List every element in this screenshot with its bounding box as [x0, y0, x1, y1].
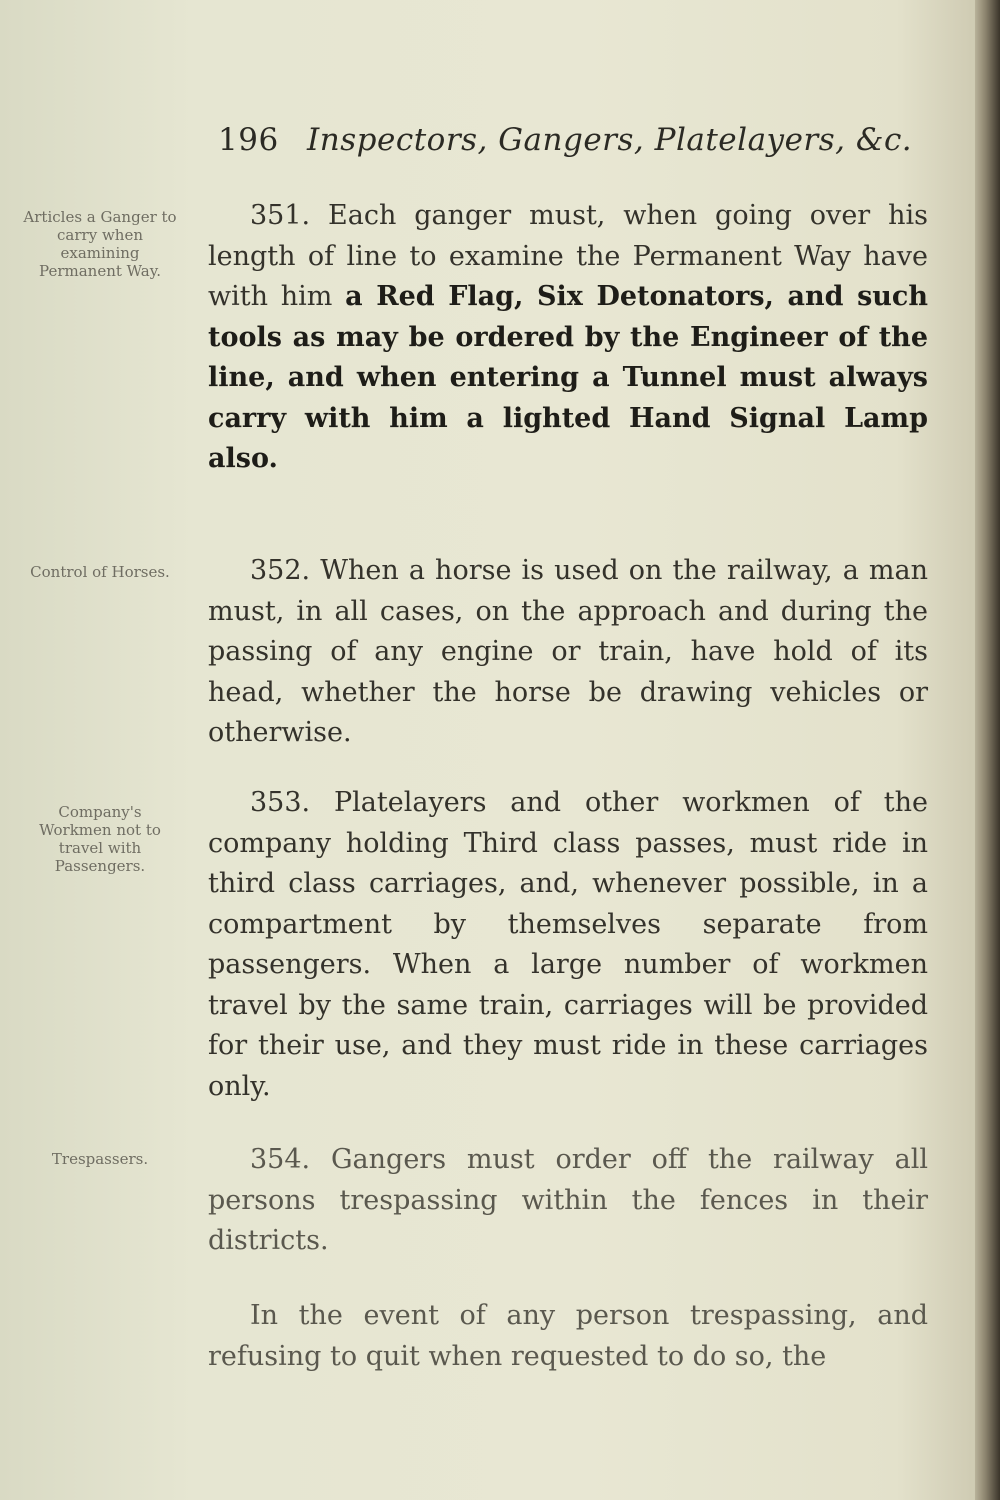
- rule-353: [208, 783, 928, 1107]
- rule-353-text: 353. Platelayers and other workmen of the company holding Third class passes, must ride in third class carriages, and, whenever possible, in a compartment by themselves separate from passengers. When a large number of workmen travel by the same train, carriages will be provided for their use, and they must ride in these carriages only.: [208, 787, 928, 1102]
- margin-note-articles: Articles a Ganger to carry when examining Permanent Way.: [23, 208, 177, 280]
- continuation-paragraph: [208, 1296, 928, 1377]
- page-number: 196: [218, 122, 279, 158]
- rule-351-bold-text: a Red Flag, Six Detonators, and such tools as may be ordered by the Engineer of the line, and when entering a Tunnel must always carry with him a lighted Hand Signal Lamp also.: [208, 281, 928, 474]
- rule-354: [208, 1140, 928, 1262]
- continuation-text: In the event of any person trespassing, and refusing to quit when requested to do so, the: [208, 1300, 928, 1372]
- margin-note-horses: Control of Horses.: [30, 563, 170, 581]
- margin-note-workmen: Company's Workmen not to travel with Passengers.: [39, 803, 161, 875]
- running-header: [218, 122, 918, 158]
- page-edge: [975, 0, 1000, 1500]
- rule-352: [208, 551, 928, 754]
- rule-351-text: 351. Each ganger must, when going over his length of line to examine the Permanent Way have with him: [208, 200, 928, 312]
- rule-351: [208, 196, 928, 480]
- rule-354-text: 354. Gangers must order off the railway all persons trespassing within the fences in their districts.: [208, 1144, 928, 1256]
- rule-352-text: 352. When a horse is used on the railway, a man must, in all cases, on the approach and during the passing of any engine or train, have hold of its head, whether the horse be drawing vehicles or otherwise.: [208, 555, 928, 748]
- margin-note-trespassers: Trespassers.: [51, 1150, 149, 1168]
- page-title: Inspectors, Gangers, Platelayers, &c.: [307, 122, 913, 158]
